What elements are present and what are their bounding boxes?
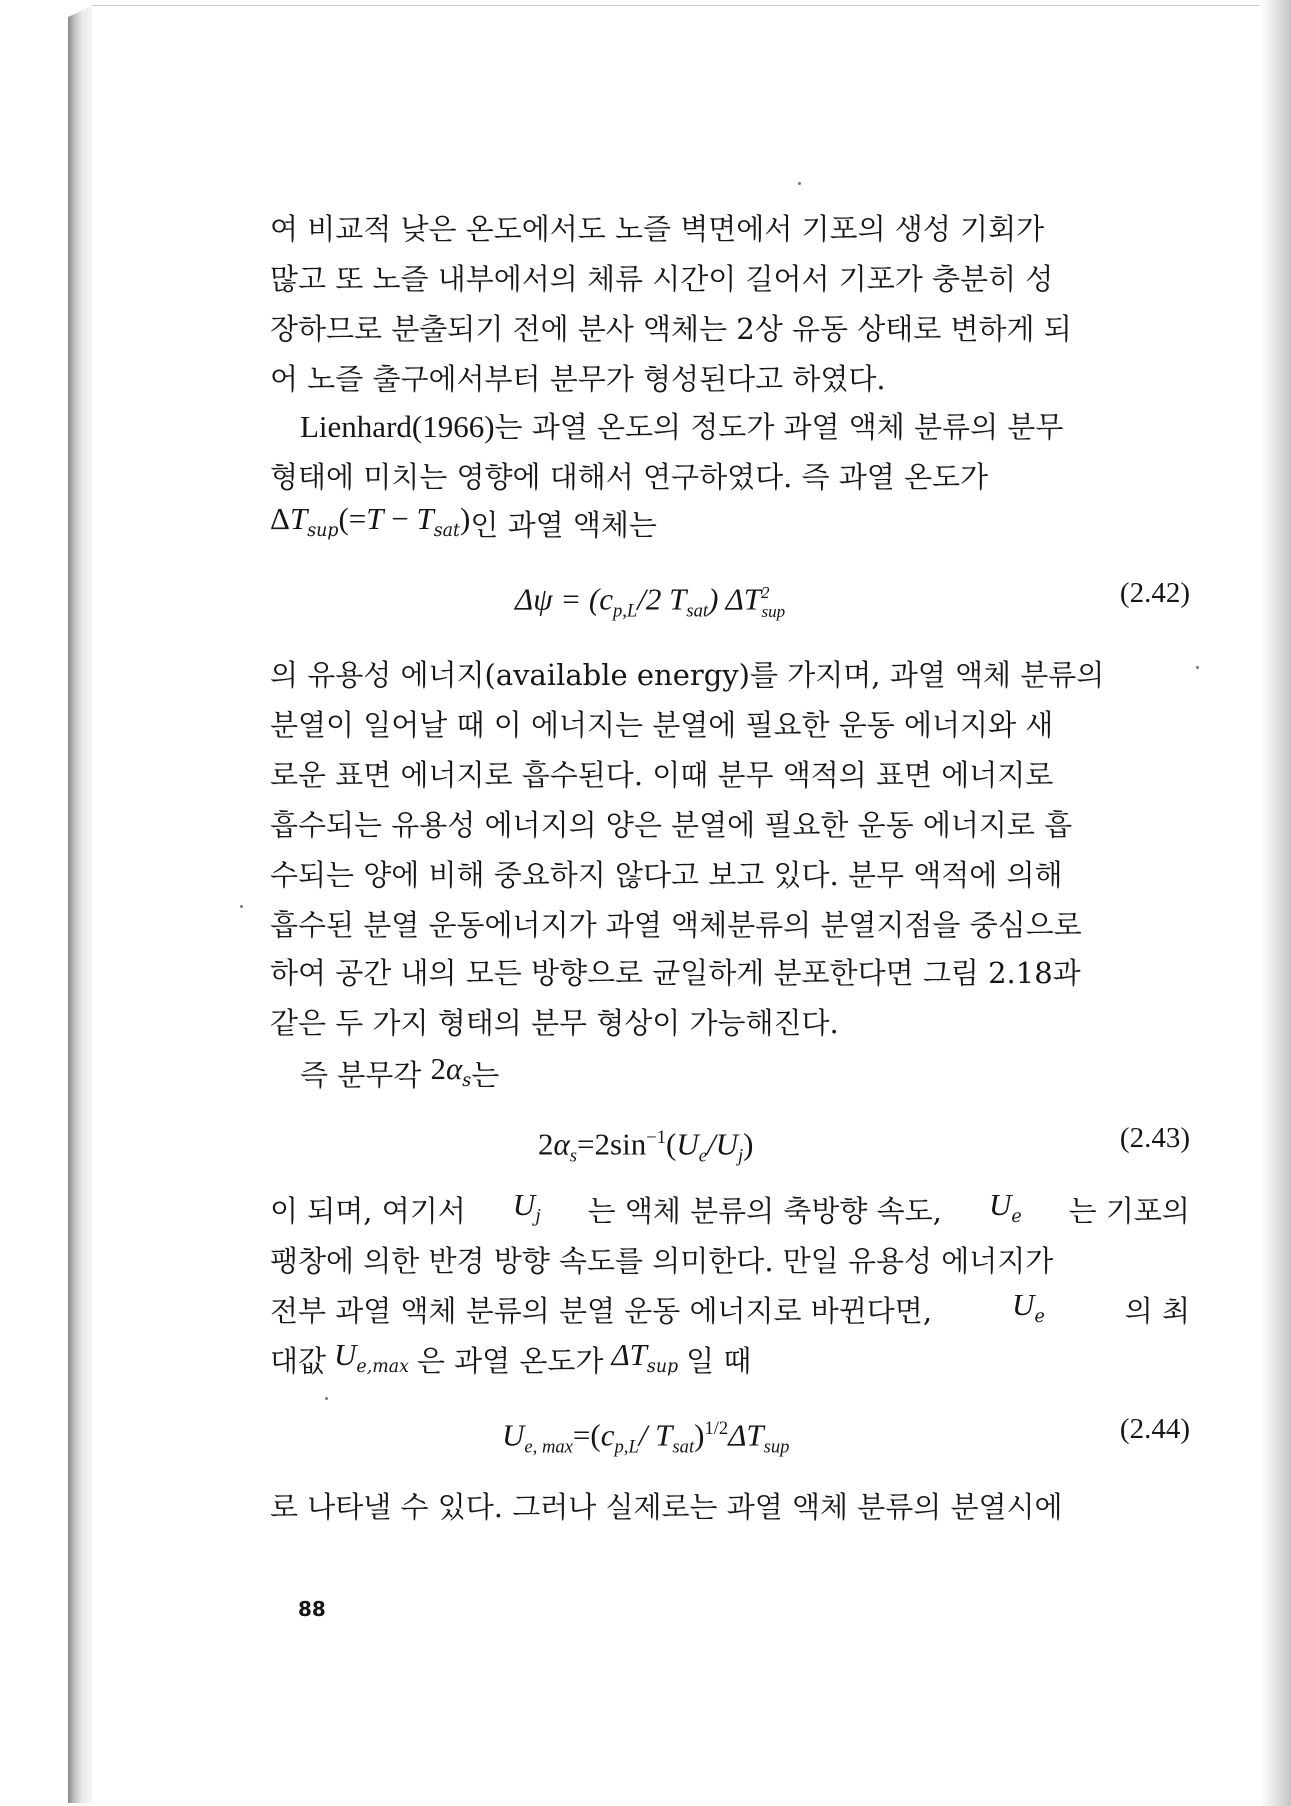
inline-math: $U_j$ xyxy=(512,1187,541,1227)
inline-math: $2\alpha_s$ xyxy=(430,1051,472,1091)
scan-speck xyxy=(1196,666,1199,669)
equation-expression: $U_{e, max}=(c_{p,L}/$ $T_{sat})^{1/2}\Delta T_{sup}$ xyxy=(502,1417,790,1458)
line-text: 인 과열 액체는 xyxy=(470,508,657,542)
text-line xyxy=(270,652,1190,698)
line-text: 의 유용성 에너지(available energy)를 가지며, 과열 액체 분류의 xyxy=(270,658,1105,692)
text-line xyxy=(270,852,1190,898)
inline-math: $U_e$ xyxy=(988,1187,1022,1227)
line-text: 흡수된 분열 운동에너지가 과열 액체분류의 분열지점을 중심으로 xyxy=(270,908,1082,942)
text-line xyxy=(270,1484,1190,1530)
text-line xyxy=(300,404,1190,450)
line-text: 여 비교적 낮은 온도에서도 노즐 벽면에서 기포의 생성 기회가 xyxy=(270,212,1045,246)
page-fore-edge xyxy=(1261,0,1291,1806)
line-text: 분열이 일어날 때 이 에너지는 분열에 필요한 운동 에너지와 새 xyxy=(270,708,1054,742)
author-citation: Lienhard(1966) xyxy=(300,409,495,444)
equation-number: (2.43) xyxy=(1119,1122,1190,1154)
scan-speck xyxy=(240,905,243,908)
equation xyxy=(270,570,1190,622)
line-text: 로 나타낼 수 있다. 그러나 실제로는 과열 액체 분류의 분열시에 xyxy=(270,1490,1063,1524)
text-line xyxy=(300,1052,1190,1098)
equation xyxy=(270,1115,1190,1167)
text-line xyxy=(270,306,1190,352)
text-line xyxy=(270,356,1190,402)
line-text: 흡수되는 유용성 에너지의 양은 분열에 필요한 운동 에너지로 흡 xyxy=(270,808,1073,842)
text-line xyxy=(270,702,1190,748)
line-text: 로운 표면 에너지로 흡수된다. 이때 분무 액적의 표면 에너지로 xyxy=(270,758,1054,792)
line-text: 는 과열 온도의 정도가 과열 액체 분류의 분무 xyxy=(494,410,1064,444)
line-text: 팽창에 의한 반경 방향 속도를 의미한다. 만일 유용성 에너지가 xyxy=(270,1244,1054,1278)
line-text: 장하므로 분출되기 전에 분사 액체는 2상 유동 상태로 변하게 되 xyxy=(270,312,1072,346)
text-line xyxy=(270,902,1190,948)
line-text: 어 노즐 출구에서부터 분무가 형성된다고 하였다. xyxy=(270,362,886,396)
equation-number: (2.42) xyxy=(1119,577,1190,609)
book-spine-edge xyxy=(68,5,94,1803)
inline-math: $U_e$ xyxy=(1012,1287,1045,1327)
line-text: 즉 분무각 xyxy=(300,1058,422,1092)
line-text: 대값 xyxy=(270,1344,327,1378)
text-line xyxy=(270,454,1190,500)
line-text: 는 xyxy=(471,1058,500,1092)
inline-math: $\Delta T_{sup}(=T - T_{sat})$ xyxy=(270,501,471,541)
inline-math: $\Delta T_{sup}$ xyxy=(611,1337,679,1377)
line-text: 는 액체 분류의 축방향 속도, xyxy=(587,1194,942,1228)
text-line xyxy=(270,802,1190,848)
text-line xyxy=(270,752,1190,798)
text-line xyxy=(270,1288,1190,1334)
text-line xyxy=(270,1238,1190,1284)
line-text: 이 되며, 여기서 xyxy=(270,1194,466,1228)
line-text: 는 기포의 xyxy=(1068,1194,1190,1228)
text-line xyxy=(270,1000,1190,1046)
text-line xyxy=(270,1338,1190,1384)
scan-speck xyxy=(798,182,801,185)
line-text: 은 과열 온도가 xyxy=(416,1344,604,1378)
line-text: 수되는 양에 비해 중요하지 않다고 보고 있다. 분무 액적에 의해 xyxy=(270,858,1063,892)
inline-math: $U_{e,max}$ xyxy=(334,1337,409,1377)
line-text: 형태에 미치는 영향에 대해서 연구하였다. 즉 과열 온도가 xyxy=(270,460,989,494)
text-line xyxy=(270,256,1190,302)
equation-expression: $\Delta\psi = (c_{p,L}/2$ $T_{sat}$) $\Delta T^2_{sup}$ xyxy=(515,581,786,622)
line-text: 같은 두 가지 형태의 분무 형상이 가능해진다. xyxy=(270,1006,839,1040)
text-line xyxy=(270,1188,1190,1234)
equation xyxy=(270,1406,1190,1458)
text-line xyxy=(270,950,1190,996)
equation-expression: $2\alpha_s=2\sin^{-1}(U_e/U_j)$ xyxy=(538,1126,754,1167)
line-text: 의 최 xyxy=(1124,1294,1190,1328)
text-line xyxy=(270,502,1190,548)
page-number: 88 xyxy=(298,1597,326,1621)
line-text: 많고 또 노즐 내부에서의 체류 시간이 길어서 기포가 충분히 성 xyxy=(270,262,1054,296)
equation-number: (2.44) xyxy=(1119,1413,1190,1445)
line-text: 일 때 xyxy=(686,1344,752,1378)
line-text: 하여 공간 내의 모든 방향으로 균일하게 분포한다면 그림 2.18과 xyxy=(270,956,1081,990)
scan-speck xyxy=(325,1397,328,1400)
line-text: 전부 과열 액체 분류의 분열 운동 에너지로 바뀐다면, xyxy=(270,1294,933,1328)
text-line xyxy=(270,206,1190,252)
